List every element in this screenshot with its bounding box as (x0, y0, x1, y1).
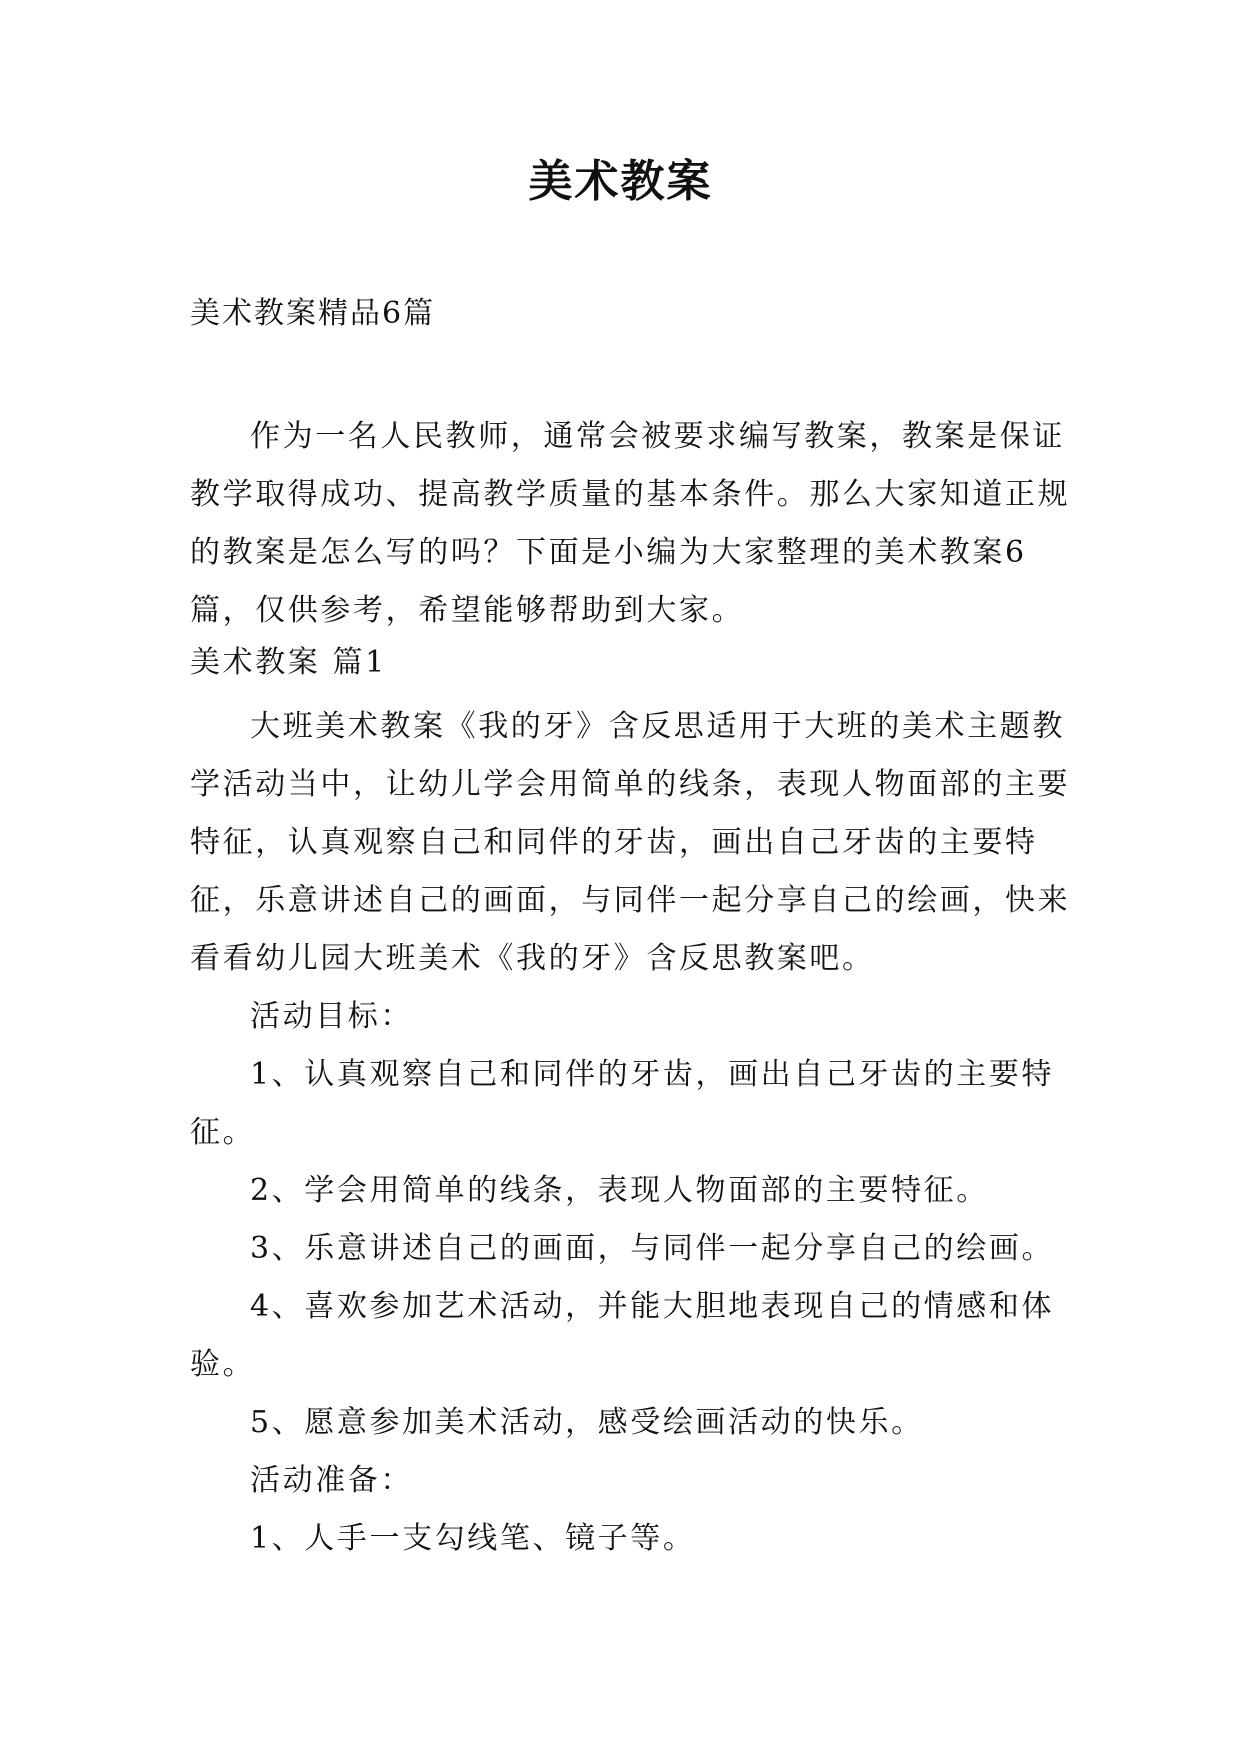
goal-item: 2、学会用简单的线条，表现人物面部的主要特征。 (250, 1173, 989, 1208)
goals-heading: 活动目标： (250, 999, 413, 1034)
lesson-description: 大班美术教案《我的牙》含反思适用于大班的美术主题教学活动当中，让幼儿学会用简单的线条，表现人物面部的主要特征，认真观察自己和同伴的牙齿，画出自己牙齿的主要特征，乐意讲述自己的画面，与同伴一起分享自己的绘画，快来看看幼儿园大班美术《我的牙》含反思教案吧。 (190, 709, 1071, 976)
goal-item: 4、喜欢参加艺术活动，并能大胆地表现自己的情感和体验。 (190, 1289, 1055, 1382)
intro-paragraph: 作为一名人民教师，通常会被要求编写教案，教案是保证教学取得成功、提高教学质量的基本条件。那么大家知道正规的教案是怎么写的吗？下面是小编为大家整理的美术教案6篇，仅供参考，希望能够帮助到大家。 (190, 419, 1071, 628)
preparation-heading: 活动准备： (250, 1463, 413, 1498)
goal-item: 3、乐意讲述自己的画面，与同伴一起分享自己的绘画。 (250, 1231, 1055, 1266)
document-body (190, 408, 1080, 1568)
document-title: 美术教案 (528, 156, 713, 207)
document-subtitle: 美术教案精品6篇 (190, 296, 436, 331)
goal-item: 5、愿意参加美术活动，感受绘画活动的快乐。 (250, 1405, 924, 1440)
section-heading: 美术教案 篇1 (190, 645, 387, 680)
goal-item: 1、认真观察自己和同伴的牙齿，画出自己牙齿的主要特征。 (190, 1057, 1055, 1150)
preparation-item: 1、人手一支勾线笔、镜子等。 (250, 1521, 696, 1556)
